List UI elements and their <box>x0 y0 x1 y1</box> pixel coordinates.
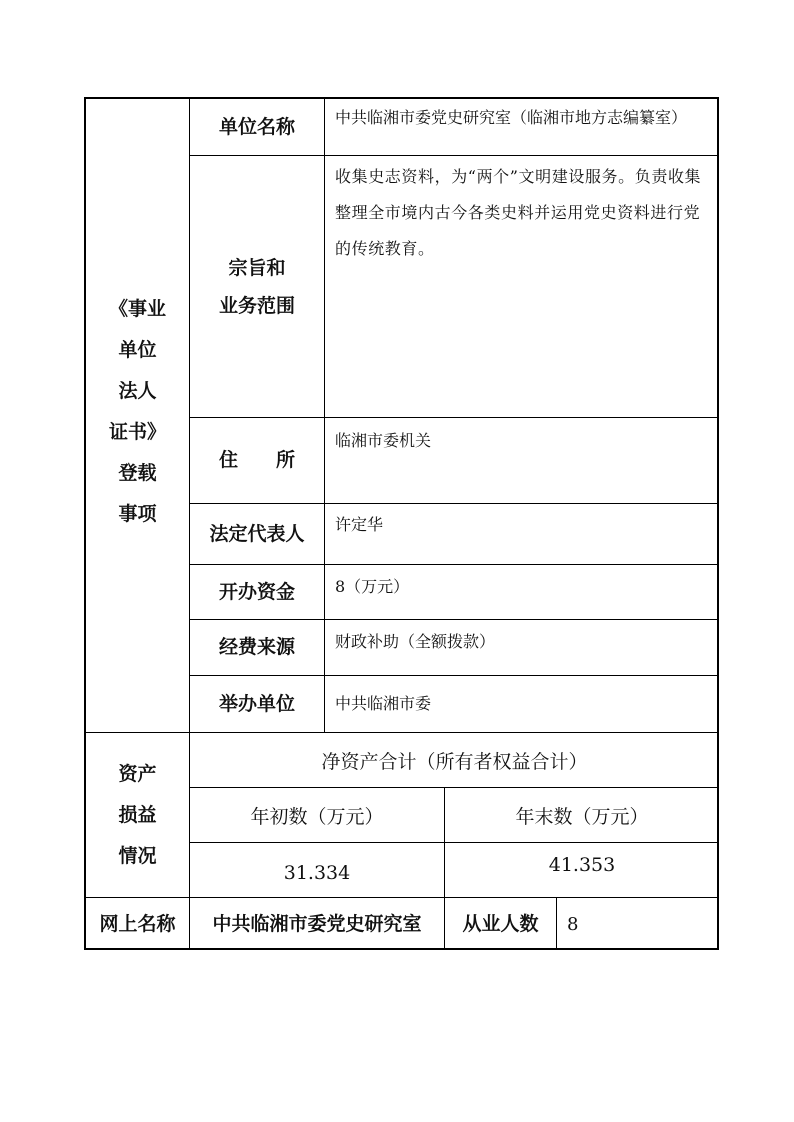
legal-rep-value: 许定华 <box>335 515 384 534</box>
net-assets-header: 净资产合计（所有者权益合计） <box>321 750 588 773</box>
online-name-label: 网上名称 <box>99 912 176 935</box>
title-line: 情况 <box>118 844 157 867</box>
address-value: 临湘市委机关 <box>335 431 432 450</box>
purpose-scope-label-line: 宗旨和 <box>228 256 286 279</box>
startup-funds-label: 开办资金 <box>218 580 295 603</box>
begin-year-header: 年初数（万元） <box>250 805 384 828</box>
title-line: 事项 <box>118 502 157 525</box>
title-line: 法人 <box>118 379 157 402</box>
address-label: 住 所 <box>218 449 295 472</box>
purpose-scope-value: 收集史志资料，为“两个”文明建设服务。负责收集整理全市境内古今各类史料并运用党史资料进行党的传统教育。 <box>335 167 702 258</box>
staff-count-label: 从业人数 <box>462 912 539 935</box>
unit-name-label: 单位名称 <box>218 115 295 138</box>
funding-source-value: 财政补助（全额拨款） <box>335 632 496 651</box>
sponsor-value: 中共临湘市委 <box>335 694 432 713</box>
title-line: 证书》 <box>108 420 166 443</box>
end-year-header: 年末数（万元） <box>515 805 649 828</box>
title-line: 登载 <box>118 461 157 484</box>
end-year-value: 41.353 <box>548 854 616 876</box>
registration-form-table <box>84 97 719 950</box>
startup-funds-value: 8（万元） <box>335 577 410 596</box>
title-line: 《事业 <box>108 297 166 320</box>
assets-title <box>86 733 189 897</box>
purpose-scope-label-line: 业务范围 <box>218 294 295 317</box>
title-line: 资产 <box>118 762 157 785</box>
funding-source-label: 经费来源 <box>218 636 295 659</box>
title-line: 损益 <box>118 803 157 826</box>
purpose-scope-label <box>190 156 324 417</box>
online-name-value: 中共临湘市委党史研究室 <box>212 912 422 935</box>
sponsor-label: 举办单位 <box>218 692 295 715</box>
unit-name-value: 中共临湘市委党史研究室（临湘市地方志编纂室） <box>335 108 688 127</box>
certificate-items-title <box>86 99 189 732</box>
staff-count-value: 8 <box>567 913 579 935</box>
legal-rep-label: 法定代表人 <box>209 522 305 545</box>
title-line: 单位 <box>118 338 157 361</box>
begin-year-value: 31.334 <box>283 862 351 884</box>
